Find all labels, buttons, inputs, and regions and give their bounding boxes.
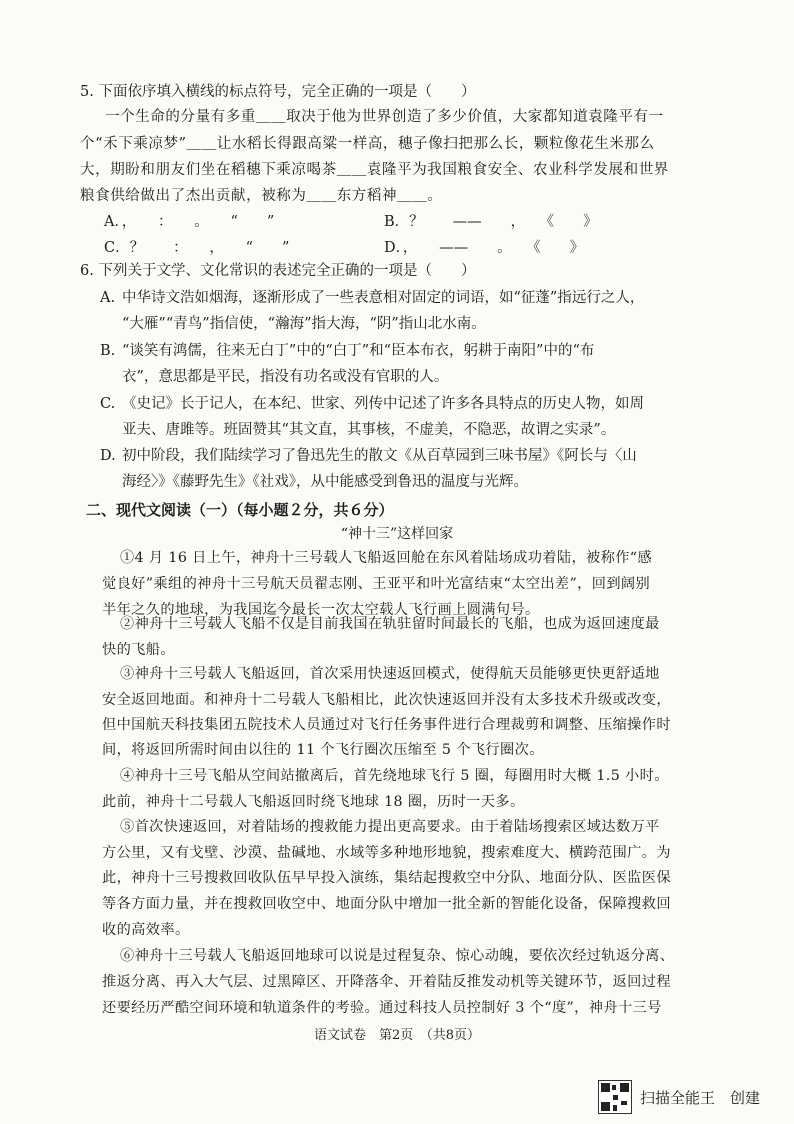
q6-option-a-line[interactable]: 中华诗文浩如烟海，逐渐形成了一些表意相对固定的词语，如“征蓬”指远行之人， <box>122 290 645 306</box>
article-paragraph-line: 此，神舟十三号搜救回收队伍早早投入演练，集结起搜救空中分队、地面分队、医监医保 <box>102 870 671 886</box>
q5-option-a[interactable]: A．， ： 。 “ ” <box>104 214 275 230</box>
q5-options-row <box>104 236 664 257</box>
q6-option-a-line[interactable]: “大雁”“青鸟”指信使，“瀚海”指大海，“阴”指山北水南。 <box>122 316 486 332</box>
article-paragraph-line: 方公里，又有戈壁、沙漠、盐碱地、水域等多种地形地貌，搜索难度大、横跨范围广。为 <box>102 845 671 861</box>
article-paragraph-line: 此前，神舟十二号载人飞船返回时绕飞地球 18 圈，历时一天多。 <box>102 794 525 810</box>
q5-passage-line: 一个生命的分量有多重＿＿取决于他为世界创造了多少价值，大家都知道袁隆平有一 <box>105 109 664 125</box>
q5-option-d[interactable]: D．， —— 。 《 》 <box>384 240 585 256</box>
article-paragraph-line: ①4 月 16 日上午，神舟十三号载人飞船返回舱在东风着陆场成功着陆，被称作“感 <box>120 550 653 566</box>
article-paragraph-line: ④神舟十三号飞船从空间站撤离后，首先绕地球飞行 5 圈，每圈用时大概 1.5 小时。 <box>120 768 669 784</box>
q6-option-b-label: B. <box>100 343 116 359</box>
q6-option-d-label: D. <box>100 448 116 464</box>
q6-option-c-line[interactable]: 《史记》长于记人，在本纪、世家、列传中记述了许多各具特点的历史人物，如周 <box>122 396 644 412</box>
article-title: “神十三”这样回家 <box>340 526 454 542</box>
q5-passage-line: 个“禾下乘凉梦”＿＿让水稻长得跟高粱一样高，穗子像扫把那么长，颗粒像花生米那么 <box>80 136 655 152</box>
q5-passage-line: 粮食供给做出了杰出贡献，被称为＿＿东方稻神＿＿。 <box>80 188 443 204</box>
article-paragraph-line: 等各方面力量，并在搜救回收空中、地面分队中增加一批全新的智能化设备，保障搜救回 <box>102 896 671 912</box>
article-paragraph-line: 快的飞船。 <box>102 642 175 658</box>
qr-code-icon <box>598 1080 632 1114</box>
q6-stem: 6. 下列关于文学、文化常识的表述完全正确的一项是（ ） <box>80 263 476 279</box>
q6-option-a-label: A. <box>100 290 116 306</box>
article-paragraph-line: 半年之久的地球，为我国迄今最长一次太空载人飞行画上圆满句号。 <box>102 602 540 618</box>
q5-option-c[interactable]: C．？ ： ， “ ” <box>104 240 290 256</box>
article-paragraph-line: ②神舟十三号载人飞船不仅是目前我国在轨驻留时间最长的飞船，也成为返回速度最 <box>120 616 660 632</box>
q5-option-b[interactable]: B．？ —— ， 《 》 <box>384 214 598 230</box>
q6-option-b-line[interactable]: “谈笑有鸿儒，往来无白丁”中的“白丁”和“臣本布衣，躬耕于南阳”中的“布 <box>122 343 595 359</box>
article-paragraph-line: 觉良好”乘组的神舟十三号航天员翟志刚、王亚平和叶光富结束“太空出差”，回到阔别 <box>102 576 651 592</box>
q6-option-d-line[interactable]: 海经〉》《藤野先生》《社戏》，从中能感受到鲁迅的温度与光辉。 <box>122 474 528 490</box>
q5-stem: 5. 下面依序填入横线的标点符号，完全正确的一项是（ ） <box>80 84 476 100</box>
section-heading: 二、现代文阅读（一）（每小题２分，共６分） <box>86 501 394 519</box>
q5-options-row <box>104 210 664 231</box>
page-footer: 语文试卷 第2页 （共8页） <box>313 1028 481 1043</box>
article-paragraph-line: 安全返回地面。和神舟十二号载人飞船相比，此次快速返回并没有太多技术升级或改变， <box>102 692 671 708</box>
q5-passage-line: 大，期盼和朋友们坐在稻穗下乘凉喝茶＿＿袁隆平为我国粮食安全、农业科学发展和世界 <box>80 162 669 178</box>
watermark-text: 扫描全能王 创建 <box>640 1088 761 1107</box>
article-paragraph-line: 但中国航天科技集团五院技术人员通过对飞行任务事件进行合理裁剪和调整、压缩操作时 <box>102 717 671 733</box>
article-paragraph-line: 还要经历严酷空间环境和轨道条件的考验。通过科技人员控制好 3 个“度”，神舟十三号 <box>102 1000 662 1016</box>
q6-option-d-line[interactable]: 初中阶段，我们陆续学习了鲁迅先生的散文《从百草园到三味书屋》《阿长与〈山 <box>122 448 637 464</box>
article-paragraph-line: 推返分离、再入大气层、过黑障区、开降落伞、开着陆反推发动机等关键环节，返回过程 <box>102 974 671 990</box>
article-paragraph-line: 收的高效率。 <box>102 922 190 938</box>
article-paragraph-line: ⑤首次快速返回，对着陆场的搜救能力提出更高要求。由于着陆场搜索区域达数万平 <box>120 819 660 835</box>
article-paragraph-line: ③神舟十三号载人飞船返回，首次采用快速返回模式，使得航天员能够更快更舒适地 <box>120 666 660 682</box>
article-paragraph-line: 间，将返回所需时间由以往的 11 个飞行圈次压缩至 5 个飞行圈次。 <box>102 742 544 758</box>
q6-option-c-line[interactable]: 亚夫、唐雎等。班固赞其“其文直，其事核，不虚美，不隐恶，故谓之实录”。 <box>122 422 616 438</box>
article-paragraph-line: ⑥神舟十三号载人飞船返回地球可以说是过程复杂、惊心动魄，要依次经过轨返分离、 <box>120 948 675 964</box>
scanner-watermark <box>598 1080 760 1114</box>
q6-option-b-line[interactable]: 衣”，意思都是平民，指没有功名或没有官职的人。 <box>122 369 449 385</box>
q6-option-c-label: C. <box>100 396 116 412</box>
